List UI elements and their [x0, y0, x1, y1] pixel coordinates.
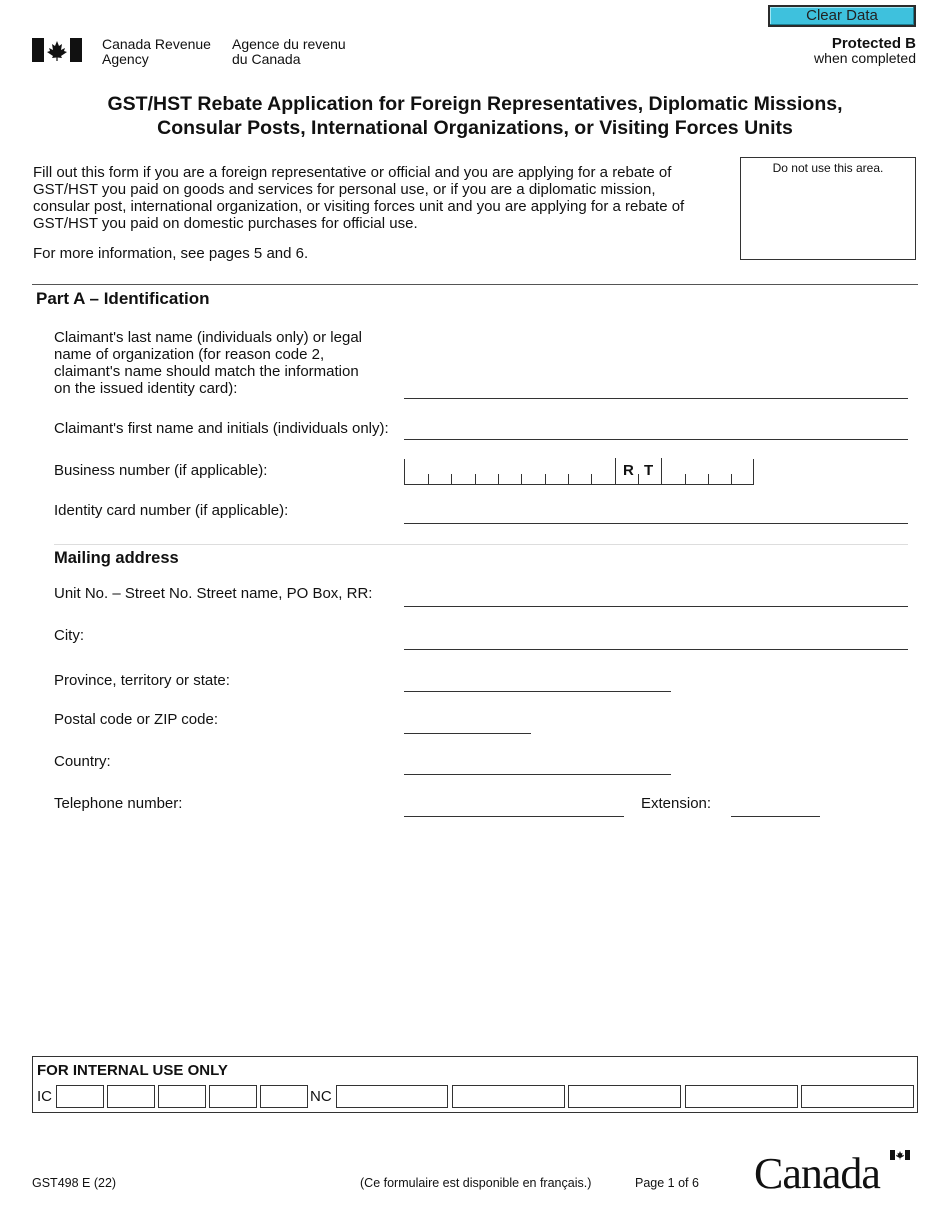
bn-tick [451, 474, 452, 484]
agency-name-fr: Agence du revenu du Canada [232, 36, 346, 67]
internal-use-title: FOR INTERNAL USE ONLY [37, 1062, 228, 1079]
agency-name-en: Canada Revenue Agency [102, 36, 211, 67]
country-label: Country: [54, 753, 111, 770]
identity-card-label: Identity card number (if applicable): [54, 502, 289, 519]
intro-text: Fill out this form if you are a foreign representative or official and you are applying for a rebate of GST/HST you paid on goods and services for personal use, or if you are a diplomatic mission, consular post, international organization, or visiting forces unit and you are applying for a rebate of GST/HST you paid on domestic purchases for official use. [33, 164, 685, 232]
form-title: GST/HST Rebate Application for Foreign Representatives, Diplomatic Missions, Consular Posts, International Organizations, or Visiting Forces Units [107, 93, 843, 139]
telephone-label: Telephone number: [54, 795, 183, 812]
page-number: Page 1 of 6 [635, 1176, 699, 1190]
city-input[interactable] [404, 649, 908, 650]
canada-flag-logo [32, 38, 82, 62]
bn-tick [428, 474, 429, 484]
identity-card-input[interactable] [404, 523, 908, 524]
bn-tick [708, 474, 709, 484]
country-input[interactable] [404, 774, 671, 775]
more-info-text: For more information, see pages 5 and 6. [33, 245, 309, 262]
street-input[interactable] [404, 606, 908, 607]
canada-wordmark: Canada [754, 1149, 880, 1198]
mailing-address-heading: Mailing address [54, 549, 179, 567]
bn-tick [521, 474, 522, 484]
extension-label: Extension: [641, 795, 712, 812]
section-divider [54, 544, 908, 545]
province-label: Province, territory or state: [54, 672, 230, 689]
ic-box[interactable] [209, 1085, 257, 1108]
ic-box[interactable] [260, 1085, 308, 1108]
first-name-input[interactable] [404, 439, 908, 440]
nc-label: NC [310, 1088, 332, 1105]
internal-use-box [32, 1056, 918, 1113]
ic-box[interactable] [107, 1085, 155, 1108]
nc-box[interactable] [336, 1085, 448, 1108]
ic-label: IC [37, 1088, 52, 1105]
bn-tick [731, 474, 732, 484]
last-name-input[interactable] [404, 398, 908, 399]
clear-data-button[interactable]: Clear Data [768, 5, 916, 27]
postal-code-label: Postal code or ZIP code: [54, 711, 218, 728]
form-code: GST498 E (22) [32, 1176, 117, 1190]
bn-tick [568, 474, 569, 484]
street-label: Unit No. – Street No. Street name, PO Box, RR: [54, 585, 373, 602]
extension-input[interactable] [731, 816, 820, 817]
nc-box[interactable] [801, 1085, 914, 1108]
bn-tick [498, 474, 499, 484]
city-label: City: [54, 627, 84, 644]
bn-tick [475, 474, 476, 484]
bn-tick [638, 474, 639, 484]
do-not-use-area: Do not use this area. [740, 157, 916, 260]
last-name-label: Claimant's last name (individuals only) or legal name of organization (for reason code 2, claimant's name should match the information on the issued identity card): [54, 329, 362, 397]
telephone-input[interactable] [404, 816, 624, 817]
nc-box[interactable] [452, 1085, 565, 1108]
first-name-label: Claimant's first name and initials (individuals only): [54, 420, 389, 437]
ic-box[interactable] [56, 1085, 104, 1108]
section-divider [32, 284, 918, 285]
french-availability-note: (Ce formulaire est disponible en français.) [360, 1176, 592, 1190]
ic-box[interactable] [158, 1085, 206, 1108]
bn-separator [615, 458, 616, 484]
nc-box[interactable] [685, 1085, 798, 1108]
bn-letter-r: R [623, 462, 634, 479]
part-a-heading: Part A – Identification [36, 289, 210, 308]
business-number-label: Business number (if applicable): [54, 462, 268, 479]
bn-tick [545, 474, 546, 484]
canada-wordmark-flag-icon [890, 1150, 910, 1160]
province-input[interactable] [404, 691, 671, 692]
bn-separator [661, 458, 662, 484]
bn-tick [591, 474, 592, 484]
protected-b-notice: Protected B when completed [814, 35, 916, 66]
business-number-input[interactable] [404, 459, 754, 485]
postal-code-input[interactable] [404, 733, 531, 734]
bn-tick [685, 474, 686, 484]
bn-letter-t: T [644, 462, 654, 479]
nc-box[interactable] [568, 1085, 681, 1108]
